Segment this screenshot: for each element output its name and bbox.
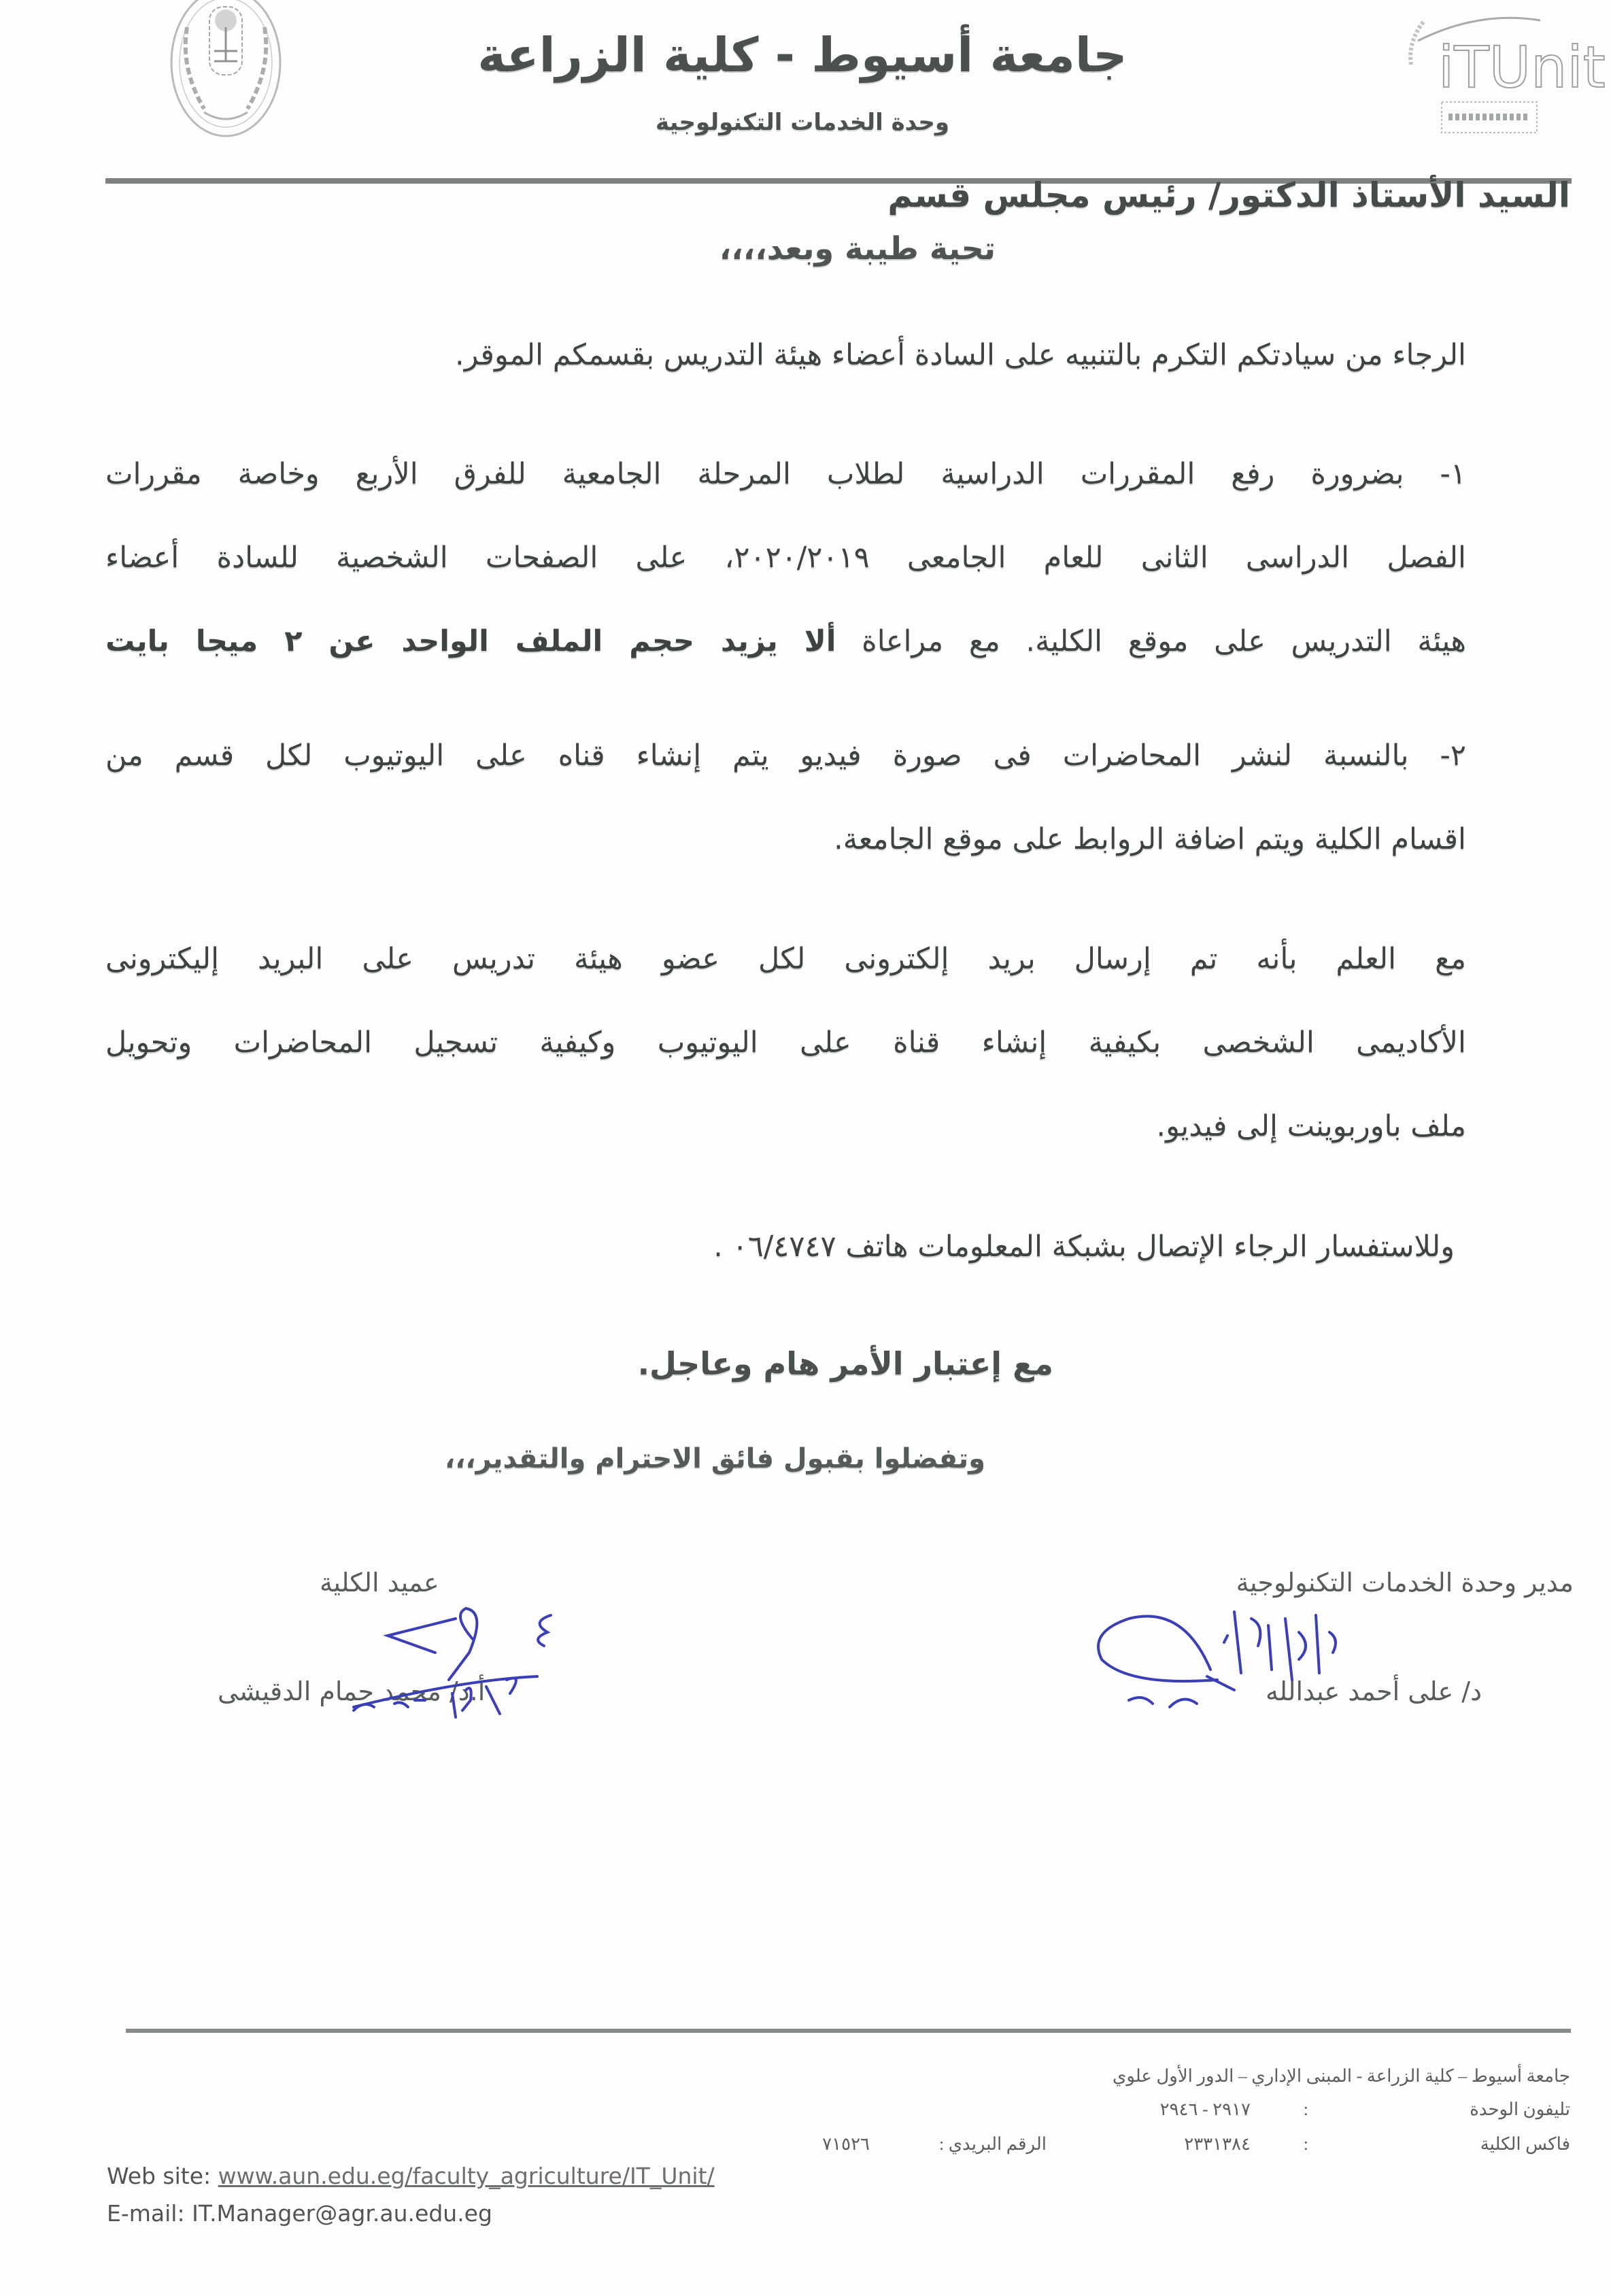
dean-title: عميد الكلية [320,1568,439,1598]
letter-salutation: السيد الأستاذ الدكتور/ رئيس مجلس قسم [887,175,1570,215]
postal-code-value: ٧١٥٢٦ [822,2134,870,2154]
university-faculty-title: جامعة أسيوط - كلية الزراعة [477,27,1127,83]
it-unit-manager-name: د/ على أحمد عبدالله [1265,1676,1482,1706]
faculty-fax-label: فاكس الكلية [1480,2134,1570,2154]
item1-line3-normal: هيئة التدريس على موقع الكلية. مع مراعاة [862,624,1467,658]
urgent-notice: مع إعتبار الأمر هام وعاجل. [637,1345,1053,1382]
intro-paragraph: الرجاء من سيادتكم التكرم بالتنبيه على السادة أعضاء هيئة التدريس بقسمكم الموقر. [455,338,1466,372]
it-unit-manager-title: مدير وحدة الخدمات التكنولوجية [1236,1568,1574,1598]
website-label: Web site: [107,2163,211,2189]
item1-line2: الفصل الدراسى الثانى للعام الجامعى ٢٠٢٠/٢٠١٩، على الصفحات الشخصية للسادة أعضاء [105,541,1466,575]
letter-greeting: تحية طيبة وبعد،،،، [719,230,996,267]
unit-phone-colon: : [1303,2099,1308,2119]
note-line1: مع العلم بأنه تم إرسال بريد إلكترونى لكل عضو هيئة تدريس على البريد إليكترونى [105,942,1466,976]
item2-line1: ٢- بالنسبة لنشر المحاضرات فى صورة فيديو يتم إنشاء قناه على اليوتيوب لكل قسم من [105,739,1466,773]
item1-line3 [105,624,1466,658]
website-link[interactable]: www.aun.edu.eg/faculty_agriculture/IT_Unit/ [218,2163,715,2189]
dean-name: أ.د/ محمد حمام الدقيشى [218,1676,486,1706]
unit-phone-value: ٢٩١٧ - ٢٩٤٦ [1159,2099,1251,2119]
item1-line1: ١- بضرورة رفع المقررات الدراسية لطلاب المرحلة الجامعية للفرق الأربع وخاصة مقررات [105,457,1466,491]
email-address[interactable]: IT.Manager@agr.au.edu.eg [192,2200,492,2227]
email-label: E-mail: [107,2200,185,2227]
it-unit-logo [1384,0,1606,153]
note-line3: ملف باوربوينت إلى فيديو. [1156,1109,1466,1143]
postal-code-label: الرقم البريدي : [938,2134,1047,2154]
university-seal-logo [139,0,313,136]
it-unit-logo-icon [1384,0,1606,153]
item2-line2: اقسام الكلية ويتم اضافة الروابط على موقع الجامعة. [834,822,1466,856]
handwritten-signature-icon [1088,1605,1455,1707]
faculty-fax-value: ٢٣٣١٣٨٤ [1184,2134,1251,2154]
note-line2: الأكاديمى الشخصى بكيفية إنشاء قناة على اليوتيوب وكيفية تسجيل المحاضرات وتحويل [105,1026,1466,1060]
footer-divider [126,2029,1571,2033]
faculty-fax-colon: : [1303,2134,1308,2154]
svg-text:iTUnit: iTUnit [1438,34,1606,101]
unit-subtitle: وحدة الخدمات التكنولوجية [656,109,949,136]
website-line [107,2163,715,2189]
footer-address: جامعة أسيوط – كلية الزراعة - المبنى الإداري – الدور الأول علوي [1113,2066,1570,2086]
file-size-limit-note: ألا يزيد حجم الملف الواحد عن ٢ ميجا بايت [105,624,836,658]
inquiry-line: وللاستفسار الرجاء الإتصال بشبكة المعلومات هاتف ٠٦/٤٧٤٧ . [713,1230,1455,1264]
university-seal-icon [139,0,313,136]
email-line [107,2200,492,2227]
manager-signature [1088,1605,1455,1707]
dean-signature [326,1598,612,1714]
closing-line: وتفضلوا بقبول فائق الاحترام والتقدير،،، [445,1443,985,1474]
handwritten-signature-icon [326,1598,612,1714]
unit-phone-label: تليفون الوحدة [1470,2099,1570,2119]
